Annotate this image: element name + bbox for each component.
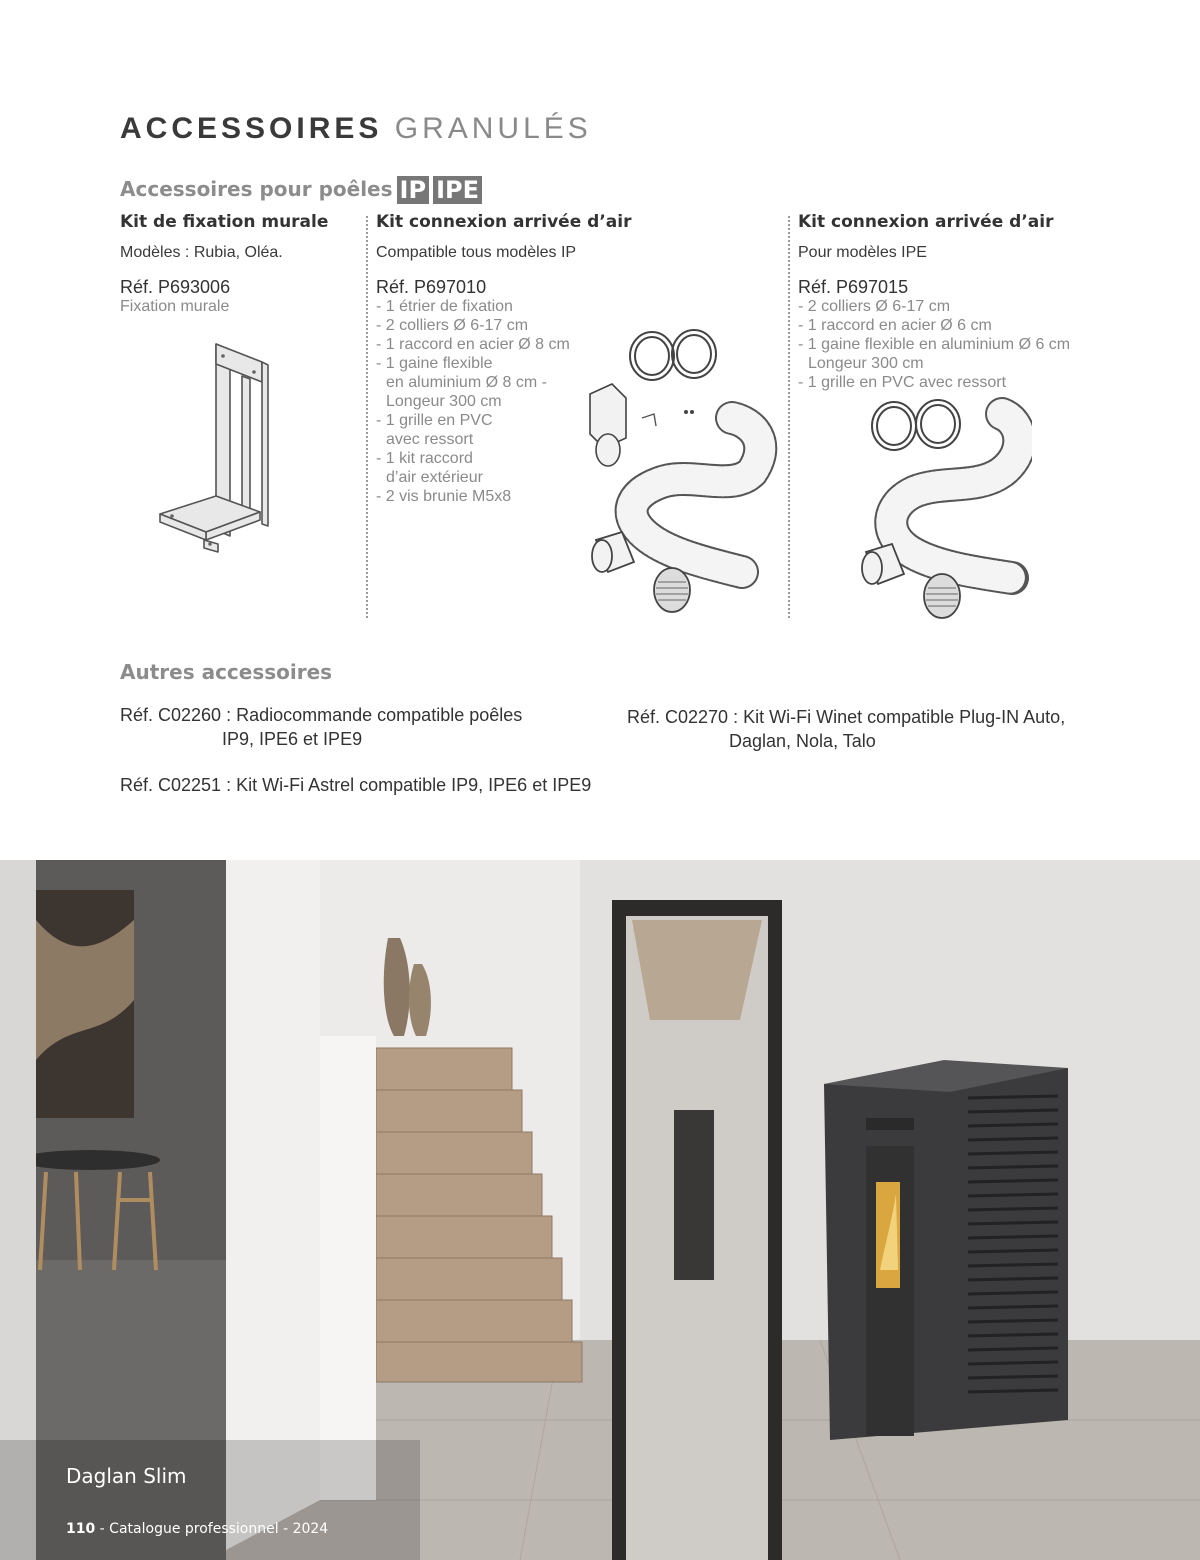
other-desc-line2: Daglan, Nola, Talo	[729, 731, 876, 751]
other-ref: Réf. C02251 :	[120, 775, 232, 795]
page-title: ACCESSOIRES GRANULÉS	[120, 112, 592, 145]
col1-ref: Réf. P693006	[120, 277, 231, 297]
list-item: - 1 grille en PVC	[376, 412, 493, 429]
section-heading-autres: Autres accessoires	[120, 660, 333, 684]
page-number: 110	[66, 1521, 96, 1537]
col2-models: Compatible tous modèles IP	[376, 244, 577, 261]
air-kit-ipe-illustration	[852, 392, 1032, 622]
list-item: d’air extérieur	[386, 469, 483, 486]
col1-models: Modèles : Rubia, Oléa.	[120, 244, 283, 261]
badge-ip: IP	[397, 176, 430, 204]
column-divider-1	[366, 216, 368, 618]
section-heading-poeles	[120, 176, 482, 204]
other-accessory-c02251	[120, 773, 591, 797]
other-ref: Réf. C02260 :	[120, 705, 232, 725]
list-item: - 1 raccord en acier Ø 8 cm	[376, 336, 570, 353]
col3-ref: Réf. P697015	[798, 277, 909, 297]
col3-title: Kit connexion arrivée d’air	[798, 212, 1054, 232]
other-desc-line2: IP9, IPE6 et IPE9	[222, 729, 363, 749]
col2-item-list	[376, 297, 570, 506]
list-item: - 1 raccord en acier Ø 6 cm	[798, 317, 992, 334]
list-item: - 2 colliers Ø 6-17 cm	[376, 317, 529, 334]
air-kit-ip-illustration	[582, 322, 778, 616]
wall-bracket-illustration	[150, 336, 280, 558]
other-ref: Réf. C02270 :	[627, 707, 739, 727]
list-item: - 2 vis brunie M5x8	[376, 488, 512, 505]
col2-ref: Réf. P697010	[376, 277, 487, 297]
col1-title: Kit de fixation murale	[120, 212, 329, 232]
list-item: - 1 grille en PVC avec ressort	[798, 374, 1007, 391]
other-desc: Kit Wi-Fi Winet compatible Plug-IN Auto,	[743, 707, 1066, 727]
column-divider-2	[788, 216, 790, 618]
col3-models: Pour modèles IPE	[798, 244, 927, 261]
list-item: en aluminium Ø 8 cm -	[386, 374, 547, 391]
product-photo-daglan-slim	[0, 860, 1200, 1560]
list-item: - 1 gaine flexible	[376, 355, 493, 372]
col1-desc: Fixation murale	[120, 298, 230, 315]
other-accessory-c02270	[627, 705, 1065, 753]
badge-ipe: IPE	[433, 176, 482, 204]
list-item: - 1 gaine flexible en aluminium Ø 6 cm	[798, 336, 1071, 353]
section-heading-text: Accessoires pour poêles	[120, 177, 393, 201]
col3-item-list	[798, 297, 1070, 392]
other-accessory-c02260	[120, 703, 522, 751]
footer-text: - Catalogue professionnel - 2024	[95, 1521, 329, 1537]
col2-title: Kit connexion arrivée d’air	[376, 212, 632, 232]
list-item: - 1 kit raccord	[376, 450, 473, 467]
photo-caption: Daglan Slim	[66, 1464, 187, 1488]
other-desc: Radiocommande compatible poêles	[236, 705, 523, 725]
page-footer	[66, 1521, 328, 1537]
other-desc: Kit Wi-Fi Astrel compatible IP9, IPE6 et IPE9	[236, 775, 592, 795]
list-item: Longeur 300 cm	[808, 355, 924, 372]
list-item: avec ressort	[386, 431, 474, 448]
list-item: Longeur 300 cm	[386, 393, 502, 410]
list-item: - 1 étrier de fixation	[376, 298, 513, 315]
interior-scene	[0, 860, 1200, 1560]
list-item: - 2 colliers Ø 6-17 cm	[798, 298, 951, 315]
